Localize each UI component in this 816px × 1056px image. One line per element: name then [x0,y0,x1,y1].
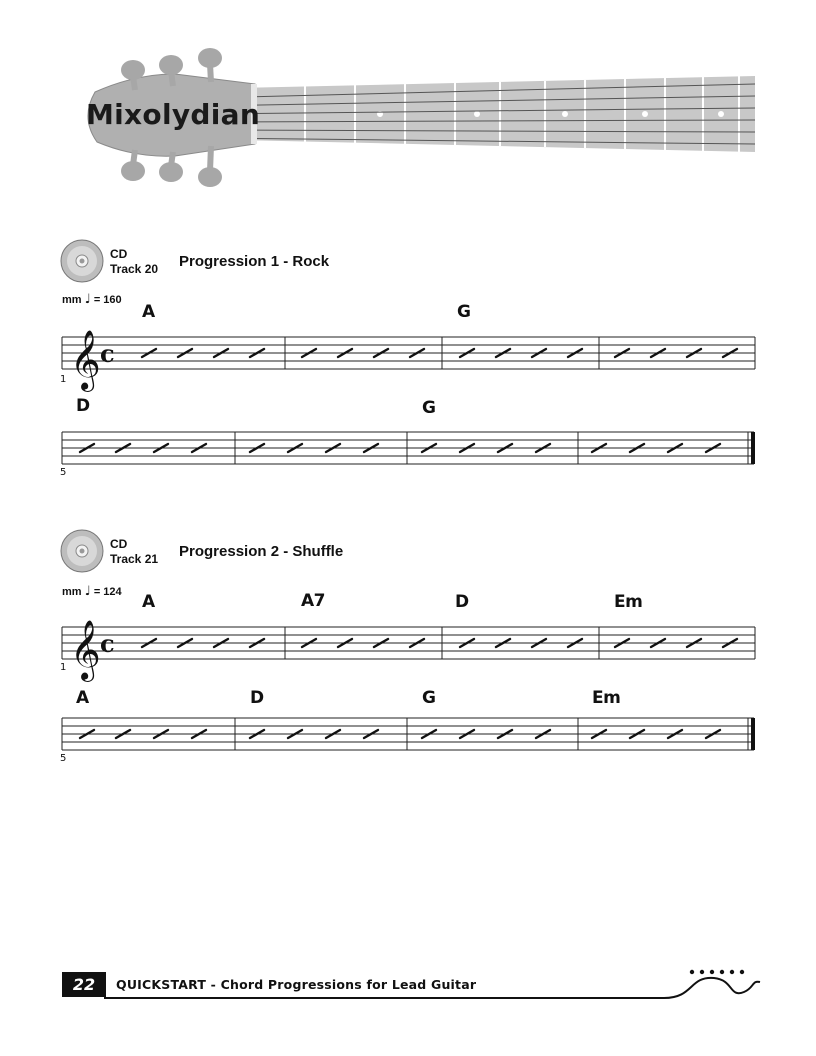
music-staff [62,330,758,397]
progression-title: Progression 2 - Shuffle [179,543,344,560]
cd-icon [60,239,104,283]
treble-clef-icon: 𝄞 [70,620,101,680]
quarter-note-icon: ♩ [84,584,91,599]
cd-label: CD [110,247,128,261]
final-barline [751,718,755,750]
measure-number: 5 [60,753,67,764]
chord-symbol: D [76,396,90,416]
measure-number: 1 [60,374,67,385]
music-staff [62,432,758,472]
progression-title: Progression 1 - Rock [179,253,330,270]
track-label: Track 20 [110,262,159,276]
tempo-prefix: mm [62,294,82,306]
quarter-note-icon: ♩ [84,292,91,307]
common-time-icon: c [100,629,115,658]
chord-symbol: A7 [301,591,325,611]
staff-lines [62,330,758,397]
music-staff [62,620,758,687]
chord-symbol: A [142,302,155,322]
chord-symbol: G [422,398,436,418]
staff-lines [62,718,758,758]
music-staff [62,718,758,758]
treble-clef-icon: 𝄞 [70,330,101,390]
page-number: 22 [62,972,106,997]
page-title: Mixolydian [86,98,261,131]
chord-symbol: D [250,688,264,708]
track-label: Track 21 [110,552,159,566]
cd-label: CD [110,537,128,551]
common-time-icon: c [100,339,115,368]
tempo-marking [62,584,122,599]
measure-number: 5 [60,467,67,478]
tempo-value: = 124 [93,586,122,598]
chord-symbol: A [142,592,155,612]
chord-symbol: D [455,592,469,612]
chord-symbol: G [422,688,436,708]
tempo-prefix: mm [62,586,82,598]
footer-title: QUICKSTART - Chord Progressions for Lead Guitar [116,977,477,992]
staff-lines [62,432,758,472]
cd-icon [60,529,104,573]
chord-symbol: Em [592,688,621,708]
final-barline [751,432,755,464]
staff-lines [62,620,758,687]
chord-symbol: Em [614,592,643,612]
tempo-marking [62,292,122,307]
measure-number: 1 [60,662,67,673]
chord-symbol: A [76,688,89,708]
tempo-value: = 160 [93,294,122,306]
chord-symbol: G [457,302,471,322]
